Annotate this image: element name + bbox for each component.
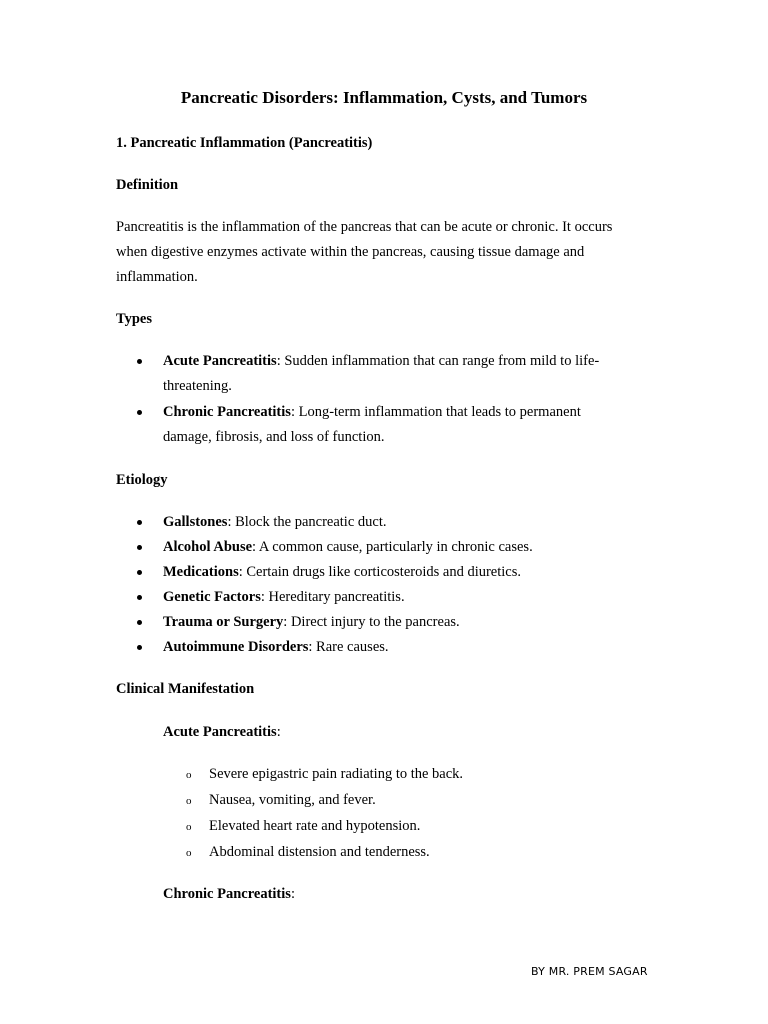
definition-line-1: Pancreatitis is the inflammation of the pancreas that can be acute or chronic. It occurs — [116, 219, 613, 235]
acute-symptom-4: Abdominal distension and tenderness. — [209, 844, 430, 860]
item-text: : Direct injury to the pancreas. — [283, 614, 460, 630]
chronic-subheading — [163, 885, 295, 903]
definition-line-2: when digestive enzymes activate within the pancreas, causing tissue damage and — [116, 244, 585, 260]
item-term: Autoimmune Disorders — [163, 639, 309, 655]
subheading-term: Acute Pancreatitis — [163, 724, 277, 740]
definition-line-3: inflammation. — [116, 269, 198, 285]
section-heading-pancreatitis: 1. Pancreatic Inflammation (Pancreatitis) — [116, 135, 373, 151]
page-footer-author: BY MR. PREM SAGAR — [531, 965, 648, 978]
bullet-dot — [137, 410, 142, 415]
acute-symptom-3: Elevated heart rate and hypotension. — [209, 818, 421, 834]
bullet-dot — [137, 359, 142, 364]
subheading-colon: : — [290, 886, 295, 902]
clinical-heading: Clinical Manifestation — [116, 681, 255, 697]
subheading-colon: : — [276, 724, 281, 740]
etiology-item-medications — [163, 563, 521, 581]
acute-subheading — [163, 723, 281, 741]
acute-symptom-1: Severe epigastric pain radiating to the back. — [209, 766, 464, 782]
etiology-heading: Etiology — [116, 472, 168, 488]
item-term: Genetic Factors — [163, 589, 261, 605]
circle-bullet-icon: o — [186, 821, 192, 833]
bullet-dot — [137, 520, 142, 525]
bullet-dot — [137, 620, 142, 625]
bullet-dot — [137, 570, 142, 575]
bullet-dot — [137, 595, 142, 600]
item-text: : A common cause, particularly in chronic cases. — [252, 539, 533, 555]
item-text: : Hereditary pancreatitis. — [260, 589, 405, 605]
acute-symptom-2: Nausea, vomiting, and fever. — [209, 792, 376, 808]
etiology-item-autoimmune — [163, 638, 389, 656]
item-term: Alcohol Abuse — [163, 539, 253, 555]
types-item-chronic — [163, 403, 581, 421]
item-text: : Certain drugs like corticosteroids and diuretics. — [238, 564, 521, 580]
types-item-acute — [163, 352, 599, 370]
etiology-item-genetic — [163, 588, 405, 606]
types-item-chronic-continued: damage, fibrosis, and loss of function. — [163, 429, 385, 445]
circle-bullet-icon: o — [186, 847, 192, 859]
item-term: Acute Pancreatitis — [163, 353, 277, 369]
circle-bullet-icon: o — [186, 795, 192, 807]
item-term: Chronic Pancreatitis — [163, 404, 291, 420]
item-text: : Long-term inflammation that leads to permanent — [290, 404, 581, 420]
definition-heading: Definition — [116, 177, 179, 193]
circle-bullet-icon: o — [186, 769, 192, 781]
item-term: Trauma or Surgery — [163, 614, 284, 630]
item-text: : Rare causes. — [308, 639, 389, 655]
etiology-item-trauma — [163, 613, 460, 631]
item-term: Gallstones — [163, 514, 228, 530]
document-title: Pancreatic Disorders: Inflammation, Cysts, and Tumors — [180, 88, 588, 107]
item-term: Medications — [163, 564, 239, 580]
bullet-dot — [137, 545, 142, 550]
etiology-item-gallstones — [163, 513, 387, 531]
types-item-acute-continued: threatening. — [163, 378, 232, 394]
etiology-item-alcohol — [163, 538, 533, 556]
subheading-term: Chronic Pancreatitis — [163, 886, 291, 902]
types-heading: Types — [116, 311, 152, 327]
item-text: : Sudden inflammation that can range from mild to life- — [276, 353, 600, 369]
item-text: : Block the pancreatic duct. — [227, 514, 387, 530]
bullet-dot — [137, 645, 142, 650]
